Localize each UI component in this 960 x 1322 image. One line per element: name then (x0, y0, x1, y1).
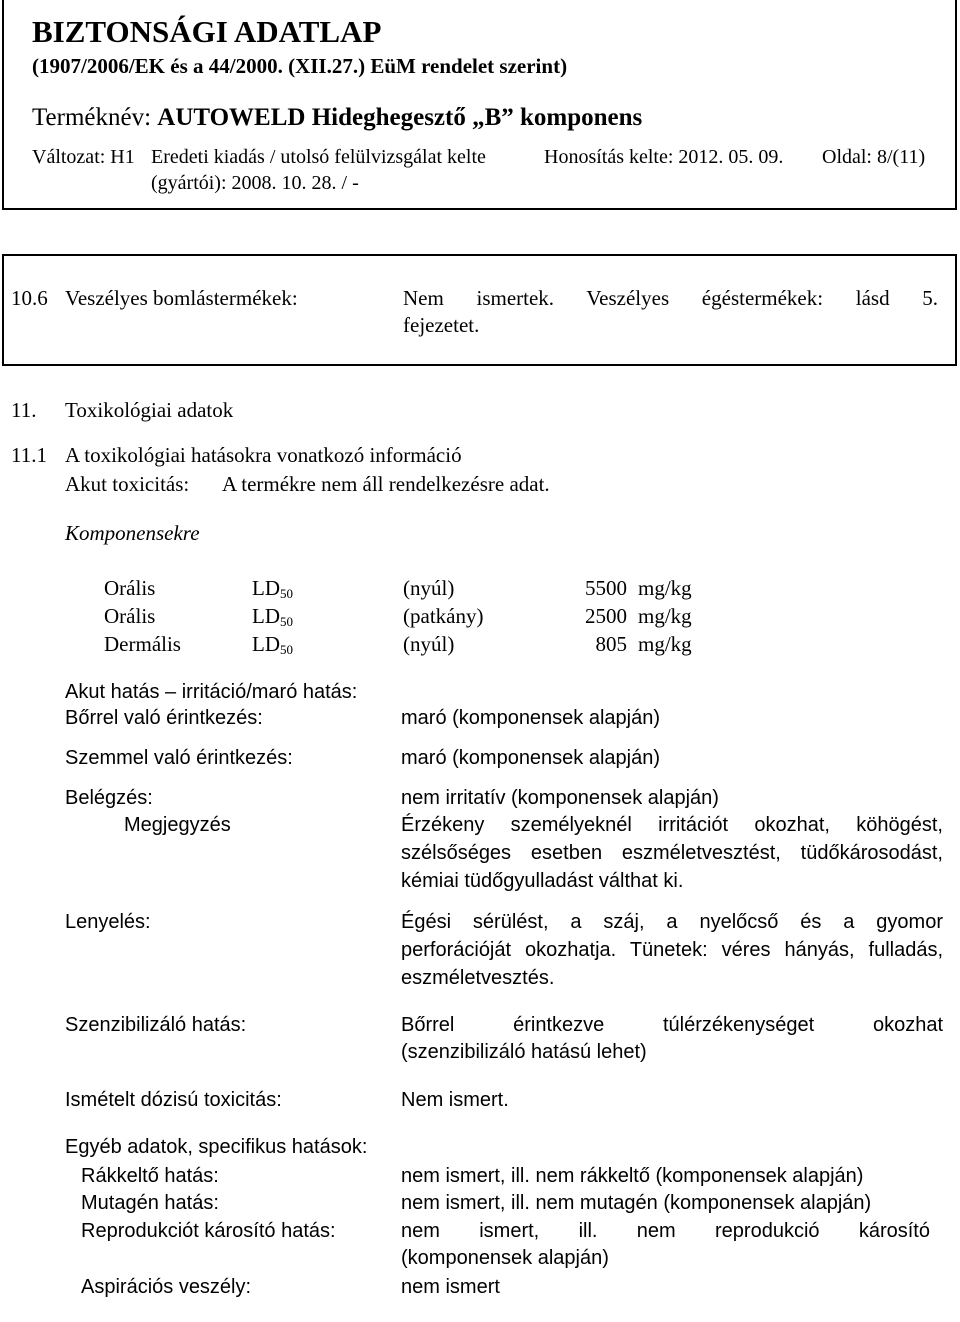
repeat-dose-label: Ismételt dózisú toxicitás: (65, 1089, 282, 1111)
components-heading: Komponensekre (65, 521, 200, 545)
product-line (32, 104, 642, 132)
section-10-6-number: 10.6 (11, 286, 48, 310)
ld50-species: (nyúl) (403, 576, 455, 600)
carcinogenicity-value: nem ismert, ill. nem rákkeltő (komponensek alapján) (401, 1165, 864, 1187)
ld50-unit: mg/kg (638, 604, 692, 628)
ld50-route: Dermális (104, 632, 181, 656)
sensitization-line1: Bőrrel érintkezve túlérzékenységet okozhat (401, 1014, 943, 1036)
repeat-dose-value: Nem ismert. (401, 1089, 509, 1111)
acute-toxicity-value: A termékre nem áll rendelkezésre adat. (222, 472, 550, 496)
ld50-value: 5500 (585, 576, 627, 600)
note-line2: szélsőséges esetben eszméletvesztést, tüdőkárosodást, (401, 842, 943, 864)
ingestion-line1: Égési sérülést, a száj, a nyelőcső és a gyomor (401, 911, 943, 933)
ingestion-line2: perforációját okozhatja. Tünetek: véres hányás, fulladás, (401, 939, 943, 961)
inhalation-value: nem irritatív (komponensek alapján) (401, 787, 719, 809)
mutagenicity-value: nem ismert, ill. nem mutagén (komponensek alapján) (401, 1192, 872, 1214)
eye-contact-label: Szemmel való érintkezés: (65, 747, 293, 769)
ld50-value: 805 (595, 632, 627, 656)
section-11-1-title: A toxikológiai hatásokra vonatkozó információ (65, 443, 462, 467)
orig-issue-value: (gyártói): 2008. 10. 28. / - (151, 172, 359, 194)
section-10-6-value-line1: Nem ismertek. Veszélyes égéstermékek: lásd 5. (403, 286, 938, 310)
product-name: AUTOWELD Hideghegesztő „B” komponens (157, 104, 643, 131)
other-data-heading: Egyéb adatok, specifikus hatások: (65, 1136, 368, 1158)
section-10-6-value-line2: fejezetet. (403, 313, 480, 337)
naturalization-date: Honosítás kelte: 2012. 05. 09. (544, 146, 784, 168)
section-11-number: 11. (11, 398, 37, 422)
page-number: Oldal: 8/(11) (822, 146, 926, 168)
ld50-route: Orális (104, 604, 156, 628)
ingestion-line3: eszméletvesztés. (401, 967, 555, 989)
mutagenicity-label: Mutagén hatás: (81, 1192, 219, 1214)
section-11-title: Toxikológiai adatok (65, 398, 234, 422)
ld50-unit: mg/kg (638, 632, 692, 656)
ld50-species: (patkány) (403, 604, 484, 628)
ingestion-label: Lenyelés: (65, 911, 151, 933)
eye-contact-value: maró (komponensek alapján) (401, 747, 661, 769)
ld50-label: $LD_{50}$ (252, 632, 293, 657)
ld50-unit: mg/kg (638, 576, 692, 600)
ld50-label: $LD_{50}$ (252, 576, 293, 601)
aspiration-hazard-value: nem ismert (401, 1276, 500, 1298)
ld50-label: $LD_{50}$ (252, 604, 293, 629)
note-label: Megjegyzés (124, 814, 231, 836)
product-label: Terméknév: (32, 104, 152, 131)
version: Változat: H1 (32, 146, 135, 168)
ld50-value: 2500 (585, 604, 627, 628)
orig-issue-label: Eredeti kiadás / utolsó felülvizsgálat kelte (151, 146, 486, 168)
sensitization-line2: (szenzibilizáló hatású lehet) (401, 1041, 647, 1063)
ld50-species: (nyúl) (403, 632, 455, 656)
reproductive-toxicity-label: Reprodukciót károsító hatás: (81, 1220, 336, 1242)
reproductive-toxicity-line1: nem ismert, ill. nem reprodukció károsító (401, 1220, 930, 1242)
sensitization-label: Szenzibilizáló hatás: (65, 1014, 247, 1036)
document-title: BIZTONSÁGI ADATLAP (32, 14, 382, 49)
ld50-route: Orális (104, 576, 156, 600)
aspiration-hazard-label: Aspirációs veszély: (81, 1276, 252, 1298)
acute-toxicity-label: Akut toxicitás: (65, 472, 190, 496)
skin-contact-value: maró (komponensek alapján) (401, 707, 661, 729)
acute-effect-heading: Akut hatás – irritáció/maró hatás: (65, 681, 358, 703)
note-line3: kémiai tüdőgyulladást válthat ki. (401, 870, 684, 892)
carcinogenicity-label: Rákkeltő hatás: (81, 1165, 219, 1187)
skin-contact-label: Bőrrel való érintkezés: (65, 707, 263, 729)
inhalation-label: Belégzés: (65, 787, 153, 809)
section-10-6-label: Veszélyes bomlástermékek: (65, 286, 298, 310)
regulation-subtitle: (1907/2006/EK és a 44/2000. (XII.27.) EüM rendelet szerint) (32, 54, 568, 78)
reproductive-toxicity-line2: (komponensek alapján) (401, 1247, 609, 1269)
section-11-1-number: 11.1 (11, 443, 47, 467)
note-line1: Érzékeny személyeknél irritációt okozhat, köhögést, (401, 814, 943, 836)
